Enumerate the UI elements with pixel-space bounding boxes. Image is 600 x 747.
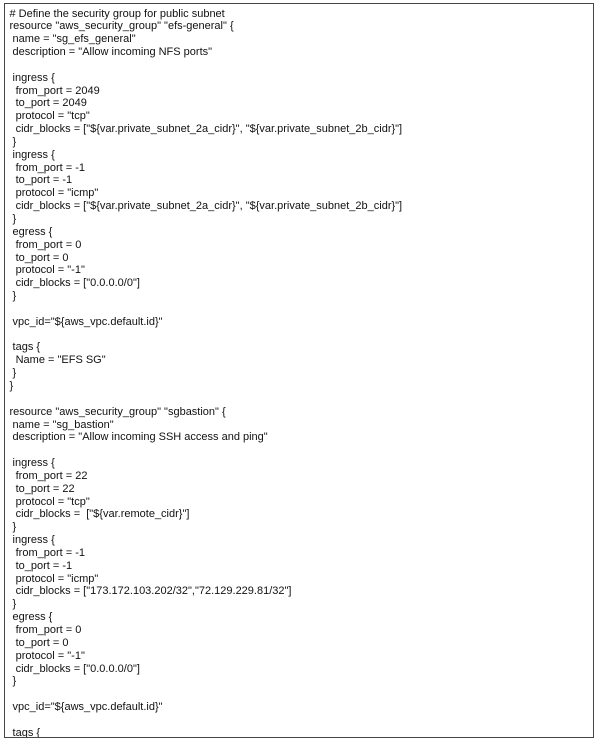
code-line: } bbox=[9, 367, 17, 380]
code-line: resource "aws_security_group" "sgbastion" { bbox=[9, 405, 226, 418]
code-line: } bbox=[9, 521, 17, 534]
code-line: protocol = "icmp" bbox=[9, 187, 99, 200]
code-line: } bbox=[9, 598, 17, 611]
code-line: name = "sg_efs_general" bbox=[9, 33, 136, 46]
code-line bbox=[10, 714, 590, 727]
code-line: tags { bbox=[9, 341, 41, 354]
code-line: from_port = -1 bbox=[9, 161, 86, 174]
code-line: tags { bbox=[9, 726, 41, 738]
code-line: } bbox=[9, 135, 17, 148]
code-line: from_port = 0 bbox=[9, 238, 82, 251]
code-line: from_port = 22 bbox=[9, 469, 88, 482]
code-line: ingress { bbox=[9, 534, 55, 547]
code-line bbox=[10, 444, 590, 457]
code-line: to_port = 0 bbox=[9, 251, 69, 264]
code-line: to_port = 22 bbox=[9, 482, 75, 495]
code-line: cidr_blocks = ["0.0.0.0/0"] bbox=[9, 277, 140, 290]
code-line: cidr_blocks = ["${var.remote_cidr}"] bbox=[9, 508, 190, 521]
code-line bbox=[10, 329, 590, 342]
code-line: } bbox=[9, 290, 17, 303]
code-line: } bbox=[9, 675, 17, 688]
code-line: } bbox=[9, 213, 17, 225]
code-line: from_port = 0 bbox=[9, 624, 82, 636]
code-line: resource "aws_security_group" "efs-general" { bbox=[9, 20, 234, 33]
code-line: vpc_id="${aws_vpc.default.id}" bbox=[9, 315, 163, 328]
code-line: egress { bbox=[9, 225, 53, 238]
code-line: protocol = "-1" bbox=[9, 264, 85, 277]
code-line: cidr_blocks = ["${var.private_subnet_2a_cidr}", "${var.private_subnet_2b_cidr}"] bbox=[9, 200, 403, 213]
code-line: to_port = 2049 bbox=[9, 97, 87, 110]
code-line: description = "Allow incoming SSH access and ping" bbox=[9, 431, 268, 444]
code-line: protocol = "tcp" bbox=[9, 110, 90, 123]
code-line: cidr_blocks = ["173.172.103.202/32","72.129.229.81/32"] bbox=[9, 585, 292, 598]
code-line: ingress { bbox=[9, 148, 55, 161]
code-line bbox=[10, 59, 590, 72]
code-line: egress { bbox=[9, 611, 53, 624]
code-line: name = "sg_bastion" bbox=[9, 418, 114, 431]
code-line bbox=[10, 393, 590, 406]
code-line: description = "Allow incoming NFS ports" bbox=[9, 46, 213, 59]
code-line: from_port = -1 bbox=[9, 546, 86, 559]
code-line: } bbox=[9, 379, 14, 392]
code-line: protocol = "tcp" bbox=[9, 495, 90, 508]
code-line: cidr_blocks = ["0.0.0.0/0"] bbox=[9, 662, 140, 675]
code-line: to_port = -1 bbox=[9, 559, 73, 572]
code-line: cidr_blocks = ["${var.private_subnet_2a_cidr}", "${var.private_subnet_2b_cidr}"] bbox=[9, 123, 403, 136]
code-line bbox=[10, 688, 590, 701]
code-line: to_port = -1 bbox=[9, 174, 73, 187]
code-line: Name = "EFS SG" bbox=[9, 354, 106, 367]
code-line: protocol = "-1" bbox=[9, 649, 85, 662]
code-line bbox=[10, 303, 590, 316]
code-line: ingress { bbox=[9, 71, 55, 84]
code-line: # Define the security group for public subnet bbox=[9, 7, 225, 20]
code-line: vpc_id="${aws_vpc.default.id}" bbox=[9, 701, 163, 714]
code-line: protocol = "icmp" bbox=[9, 572, 99, 585]
terraform-code bbox=[5, 4, 593, 738]
code-line: to_port = 0 bbox=[9, 636, 69, 649]
code-document bbox=[4, 3, 594, 738]
code-line: from_port = 2049 bbox=[9, 84, 100, 97]
code-line: ingress { bbox=[9, 457, 55, 470]
